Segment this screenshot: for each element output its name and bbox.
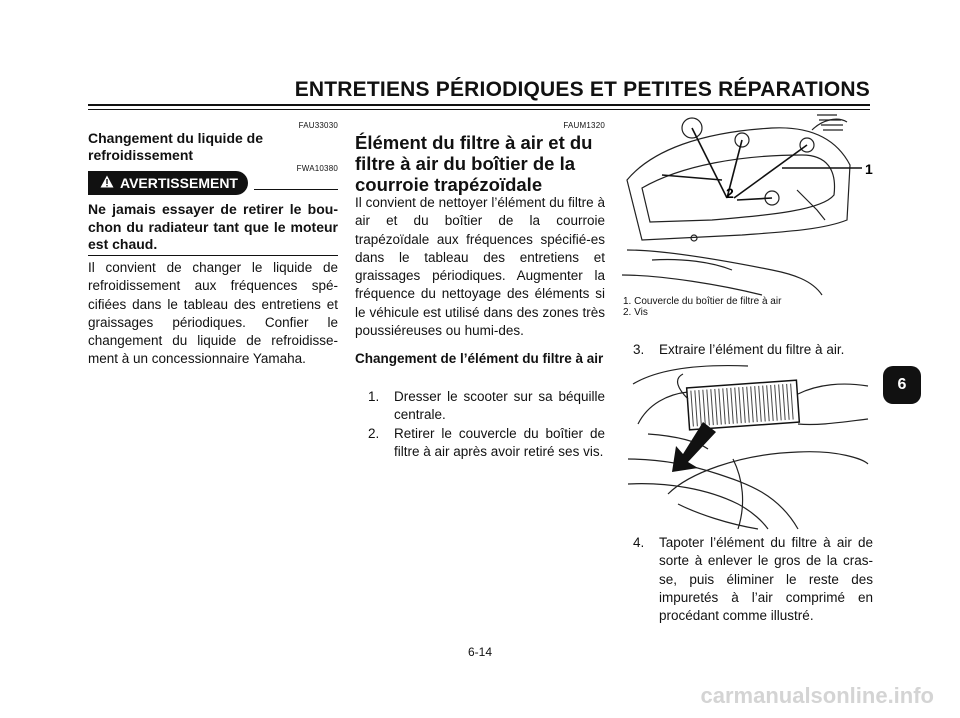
figure-air-filter-cover	[622, 110, 872, 295]
section-code-2: FAUM1320	[563, 121, 605, 130]
subheading-replace-filter: Changement de l’élément du filtre à air	[355, 351, 604, 366]
header-rule	[88, 104, 870, 106]
watermark: carmanualsonline.info	[700, 683, 934, 708]
step-number: 3.	[633, 342, 645, 357]
steps-list	[368, 388, 605, 461]
step-number: 2.	[368, 425, 380, 441]
list-item	[368, 425, 605, 462]
warning-badge	[88, 171, 248, 195]
figure-label-1: 1	[865, 161, 873, 177]
warning-icon	[100, 175, 114, 191]
coolant-paragraph: Il convient de changer le liquide de refroidissement aux fréquences spé-cifiées dans le tableau des entretiens et graissages périodiques. Confier le changement du liquide de refroidisse-ment à un concessionnaire Yamaha.	[88, 260, 338, 367]
warning-rule	[254, 189, 338, 190]
step-text: Tapoter l’élément du filtre à air de sorte à enlever le gros de la cras-se, puis éliminer le reste des impuretés à l’air comprimé en procédant comme illustré.	[659, 535, 873, 624]
caption-screw: 2. Vis	[623, 307, 648, 318]
list-item	[368, 388, 605, 425]
step-text: Retirer le couvercle du boîtier de filtre à air après avoir retiré ses vis.	[394, 425, 605, 459]
caption-cover: 1. Couvercle du boîtier de filtre à air	[623, 296, 782, 307]
chapter-tab: 6	[883, 366, 921, 404]
step-number: 4.	[633, 535, 645, 550]
air-filter-paragraph: Il convient de nettoyer l’élément du filtre à air et du boîtier de la courroie trapézoïdale aux fréquences spécifié-es dans le tableau des entretiens et graissages périodiques. Augmenter la fréquence du nettoyage des éléments si le véhicule est utilisé dans des zones très poussiéreuses ou humi-des.	[355, 195, 605, 339]
warning-end-rule	[88, 255, 338, 256]
page-header-title: ENTRETIENS PÉRIODIQUES ET PETITES RÉPARATIONS	[294, 78, 870, 101]
step-4	[633, 534, 873, 625]
warning-code: FWA10380	[296, 164, 338, 173]
section-code: FAU33030	[298, 121, 338, 130]
warning-text: Ne jamais essayer de retirer le bou-chon du radiateur tant que le moteur est chaud.	[88, 201, 338, 252]
figure-label-2: 2	[726, 185, 734, 201]
page-number: 6-14	[467, 645, 493, 659]
section-heading-coolant: Changement du liquide de refroidissement	[88, 130, 264, 163]
step-text: Dresser le scooter sur sa béquille centrale.	[394, 389, 605, 423]
step-text: Extraire l’élément du filtre à air.	[659, 342, 845, 357]
section-heading-air-filter: Élément du filtre à air et du filtre à air du boîtier de la courroie trapézoïdale	[355, 132, 593, 195]
figure-filter-element	[628, 364, 873, 529]
step-number: 1.	[368, 389, 380, 404]
step-3	[633, 341, 873, 359]
warning-label: AVERTISSEMENT	[120, 175, 238, 191]
